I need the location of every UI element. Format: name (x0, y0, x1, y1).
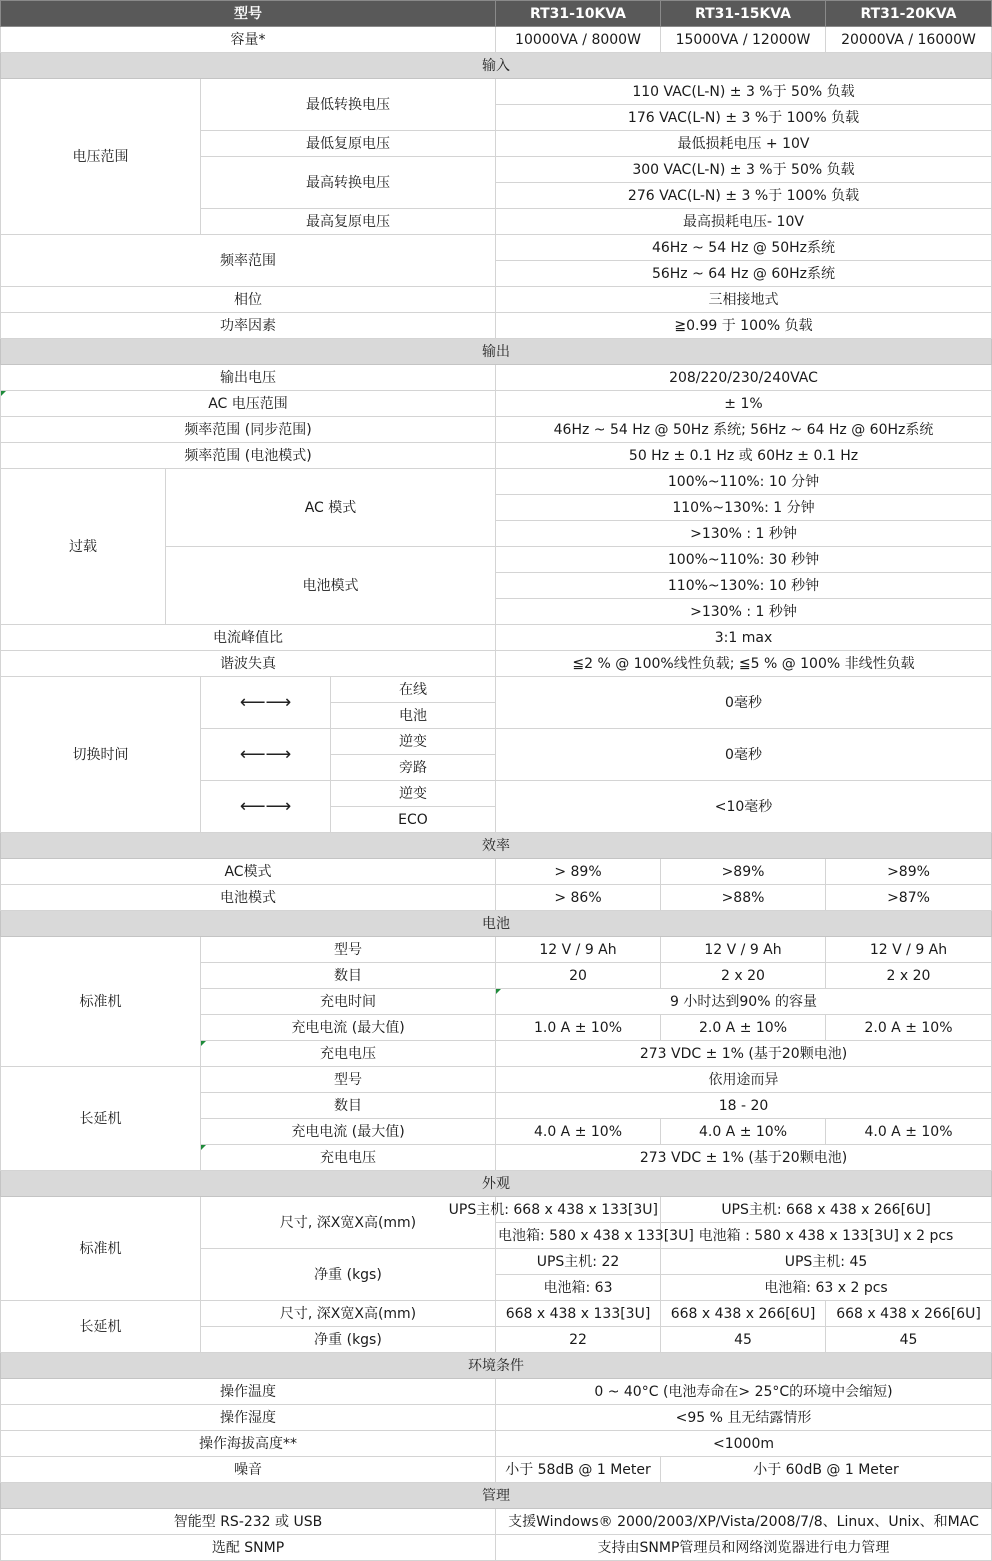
model-10kva-header: RT31-10KVA (496, 1, 661, 27)
double-arrow-icon: ⟵⟶ (201, 677, 331, 729)
high-transfer-100-value: 276 VAC(L-N) ± 3 %于 100% 负载 (496, 183, 992, 209)
net-weight-label: 净重 (kgs) (201, 1249, 496, 1301)
transfer-inverter-bypass-value: 0毫秒 (496, 729, 992, 781)
long-dimension-label: 尺寸, 深X宽X高(mm) (201, 1301, 496, 1327)
snmp-label: 选配 SNMP (1, 1535, 496, 1561)
battery-long-label: 长延机 (1, 1067, 201, 1171)
overload-label: 过载 (1, 469, 166, 625)
high-return-value: 最高损耗电压- 10V (496, 209, 992, 235)
transfer-online-battery-value: 0毫秒 (496, 677, 992, 729)
low-transfer-label: 最低转换电压 (201, 79, 496, 131)
weight-battery-10kva: 电池箱: 63 (496, 1275, 661, 1301)
section-row (1, 833, 992, 859)
battery-count-15kva: 2 x 20 (661, 963, 826, 989)
double-arrow-icon: ⟵⟶ (201, 729, 331, 781)
freq-50-value: 46Hz ~ 54 Hz @ 50Hz系统 (496, 235, 992, 261)
ac-regulation-label: AC 电压范围 (1, 391, 496, 417)
battery-type-10kva: 12 V / 9 Ah (496, 937, 661, 963)
table-row (1, 937, 992, 963)
low-transfer-50-value: 110 VAC(L-N) ± 3 %于 50% 负载 (496, 79, 992, 105)
dimension-label: 尺寸, 深X宽X高(mm) (201, 1197, 496, 1249)
charge-time-value: 9 小时达到90% 的容量 (496, 989, 992, 1015)
charge-time-label: 充电时间 (201, 989, 496, 1015)
op-temp-label: 操作温度 (1, 1379, 496, 1405)
table-row (1, 1405, 992, 1431)
section-row (1, 911, 992, 937)
eff-battery-mode-label: 电池模式 (1, 885, 496, 911)
overload-ac-mode-label: AC 模式 (166, 469, 496, 547)
freq-60-value: 56Hz ~ 64 Hz @ 60Hz系统 (496, 261, 992, 287)
mode-inverter-label: 逆变 (331, 781, 496, 807)
freq-battery-value: 50 Hz ± 0.1 Hz 或 60Hz ± 0.1 Hz (496, 443, 992, 469)
battery-section-title: 电池 (1, 911, 992, 937)
long-weight-10kva: 22 (496, 1327, 661, 1353)
eff-ac-mode-label: AC模式 (1, 859, 496, 885)
ac-regulation-value: ± 1% (496, 391, 992, 417)
table-row (1, 469, 992, 495)
model-20kva-header: RT31-20KVA (826, 1, 992, 27)
long-dim-10kva: 668 x 438 x 133[3U] (496, 1301, 661, 1327)
long-battery-type-value: 依用途而异 (496, 1067, 992, 1093)
overload-battery-1: 100%~110%: 30 秒钟 (496, 547, 992, 573)
physical-standard-label: 标准机 (1, 1197, 201, 1301)
high-return-label: 最高复原电压 (201, 209, 496, 235)
high-transfer-label: 最高转换电压 (201, 157, 496, 209)
dim-ups-10kva: UPS主机: 668 x 438 x 133[3U] (496, 1197, 661, 1223)
voltage-range-label: 电压范围 (1, 79, 201, 235)
freq-range-label: 频率范围 (1, 235, 496, 287)
charge-voltage-value: 273 VDC ± 1% (基于20颗电池) (496, 1041, 992, 1067)
table-row (1, 1197, 992, 1223)
transfer-inverter-eco-value: <10毫秒 (496, 781, 992, 833)
weight-battery-15-20kva: 电池箱: 63 x 2 pcs (661, 1275, 992, 1301)
long-charge-current-20kva: 4.0 A ± 10% (826, 1119, 992, 1145)
high-transfer-50-value: 300 VAC(L-N) ± 3 %于 50% 负载 (496, 157, 992, 183)
long-dim-20kva: 668 x 438 x 266[6U] (826, 1301, 992, 1327)
charge-voltage-label: 充电电压 (201, 1041, 496, 1067)
eff-ac-20kva: >89% (826, 859, 992, 885)
eff-battery-15kva: >88% (661, 885, 826, 911)
thd-label: 谐波失真 (1, 651, 496, 677)
battery-count-10kva: 20 (496, 963, 661, 989)
altitude-label: 操作海拔高度** (1, 1431, 496, 1457)
capacity-label: 容量* (1, 27, 496, 53)
low-transfer-100-value: 176 VAC(L-N) ± 3 %于 100% 负载 (496, 105, 992, 131)
dim-ups-15-20kva: UPS主机: 668 x 438 x 266[6U] (661, 1197, 992, 1223)
transfer-time-label: 切换时间 (1, 677, 201, 833)
battery-count-20kva: 2 x 20 (826, 963, 992, 989)
input-section-title: 输入 (1, 53, 992, 79)
double-arrow-icon: ⟵⟶ (201, 781, 331, 833)
mode-eco-label: ECO (331, 807, 496, 833)
overload-ac-1: 100%~110%: 10 分钟 (496, 469, 992, 495)
dim-battery-10kva: 电池箱: 580 x 438 x 133[3U] (496, 1223, 661, 1249)
mode-inverter-label: 逆变 (331, 729, 496, 755)
mode-online-label: 在线 (331, 677, 496, 703)
table-row (1, 1457, 992, 1483)
long-charge-current-15kva: 4.0 A ± 10% (661, 1119, 826, 1145)
section-row (1, 53, 992, 79)
crest-factor-value: 3:1 max (496, 625, 992, 651)
overload-battery-mode-label: 电池模式 (166, 547, 496, 625)
battery-count-label: 数目 (201, 963, 496, 989)
long-battery-count-label: 数目 (201, 1093, 496, 1119)
overload-ac-2: 110%~130%: 1 分钟 (496, 495, 992, 521)
efficiency-section-title: 效率 (1, 833, 992, 859)
header-row (1, 1, 992, 27)
battery-type-label: 型号 (201, 937, 496, 963)
eff-battery-20kva: >87% (826, 885, 992, 911)
noise-10kva: 小于 58dB @ 1 Meter (496, 1457, 661, 1483)
long-battery-count-value: 18 - 20 (496, 1093, 992, 1119)
smart-rs232-value: 支援Windows® 2000/2003/XP/Vista/2008/7/8、Linux、Unix、和MAC (496, 1509, 992, 1535)
capacity-row (1, 27, 992, 53)
table-row (1, 365, 992, 391)
table-row (1, 235, 992, 261)
noise-15-20kva: 小于 60dB @ 1 Meter (661, 1457, 992, 1483)
long-charge-voltage-label: 充电电压 (201, 1145, 496, 1171)
low-return-label: 最低复原电压 (201, 131, 496, 157)
output-section-title: 输出 (1, 339, 992, 365)
overload-battery-2: 110%~130%: 10 秒钟 (496, 573, 992, 599)
section-row (1, 1353, 992, 1379)
output-voltage-value: 208/220/230/240VAC (496, 365, 992, 391)
long-battery-type-label: 型号 (201, 1067, 496, 1093)
dim-battery-15-20kva: 电池箱 : 580 x 438 x 133[3U] x 2 pcs (661, 1223, 992, 1249)
weight-ups-15-20kva: UPS主机: 45 (661, 1249, 992, 1275)
capacity-20kva: 20000VA / 16000W (826, 27, 992, 53)
model-header: 型号 (1, 1, 496, 27)
op-humidity-value: <95 % 且无结露情形 (496, 1405, 992, 1431)
phase-value: 三相接地式 (496, 287, 992, 313)
section-row (1, 1171, 992, 1197)
battery-type-20kva: 12 V / 9 Ah (826, 937, 992, 963)
management-section-title: 管理 (1, 1483, 992, 1509)
table-row (1, 391, 992, 417)
table-row (1, 625, 992, 651)
table-row (1, 79, 992, 105)
freq-battery-label: 频率范围 (电池模式) (1, 443, 496, 469)
table-row (1, 1509, 992, 1535)
long-dim-15kva: 668 x 438 x 266[6U] (661, 1301, 826, 1327)
mode-battery-label: 电池 (331, 703, 496, 729)
freq-sync-label: 频率范围 (同步范围) (1, 417, 496, 443)
long-weight-20kva: 45 (826, 1327, 992, 1353)
weight-ups-10kva: UPS主机: 22 (496, 1249, 661, 1275)
overload-ac-3: >130% : 1 秒钟 (496, 521, 992, 547)
section-row (1, 339, 992, 365)
table-row (1, 1535, 992, 1561)
long-charge-current-label: 充电电流 (最大值) (201, 1119, 496, 1145)
eff-ac-10kva: > 89% (496, 859, 661, 885)
charge-current-10kva: 1.0 A ± 10% (496, 1015, 661, 1041)
table-row (1, 313, 992, 339)
table-row (1, 1067, 992, 1093)
altitude-value: <1000m (496, 1431, 992, 1457)
eff-battery-10kva: > 86% (496, 885, 661, 911)
charge-current-15kva: 2.0 A ± 10% (661, 1015, 826, 1041)
model-15kva-header: RT31-15KVA (661, 1, 826, 27)
physical-section-title: 外观 (1, 1171, 992, 1197)
table-row (1, 1431, 992, 1457)
smart-rs232-label: 智能型 RS-232 或 USB (1, 1509, 496, 1535)
table-row (1, 417, 992, 443)
overload-battery-3: >130% : 1 秒钟 (496, 599, 992, 625)
crest-factor-label: 电流峰值比 (1, 625, 496, 651)
eff-ac-15kva: >89% (661, 859, 826, 885)
table-row (1, 1379, 992, 1405)
table-row (1, 287, 992, 313)
section-row (1, 1483, 992, 1509)
physical-long-label: 长延机 (1, 1301, 201, 1353)
table-row (1, 443, 992, 469)
freq-sync-value: 46Hz ~ 54 Hz @ 50Hz 系统; 56Hz ~ 64 Hz @ 60Hz系统 (496, 417, 992, 443)
snmp-value: 支持由SNMP管理员和网络浏览器进行电力管理 (496, 1535, 992, 1561)
charge-current-20kva: 2.0 A ± 10% (826, 1015, 992, 1041)
output-voltage-label: 输出电压 (1, 365, 496, 391)
long-charge-current-10kva: 4.0 A ± 10% (496, 1119, 661, 1145)
table-row (1, 677, 992, 703)
environment-section-title: 环境条件 (1, 1353, 992, 1379)
long-weight-15kva: 45 (661, 1327, 826, 1353)
battery-type-15kva: 12 V / 9 Ah (661, 937, 826, 963)
battery-standard-label: 标准机 (1, 937, 201, 1067)
noise-label: 噪音 (1, 1457, 496, 1483)
capacity-10kva: 10000VA / 8000W (496, 27, 661, 53)
phase-label: 相位 (1, 287, 496, 313)
table-row (1, 859, 992, 885)
table-row (1, 885, 992, 911)
charge-current-label: 充电电流 (最大值) (201, 1015, 496, 1041)
power-factor-label: 功率因素 (1, 313, 496, 339)
op-temp-value: 0 ~ 40°C (电池寿命在> 25°C的环境中会缩短) (496, 1379, 992, 1405)
long-weight-label: 净重 (kgs) (201, 1327, 496, 1353)
power-factor-value: ≧0.99 于 100% 负载 (496, 313, 992, 339)
table-row (1, 1301, 992, 1327)
long-charge-voltage-value: 273 VDC ± 1% (基于20颗电池) (496, 1145, 992, 1171)
capacity-15kva: 15000VA / 12000W (661, 27, 826, 53)
low-return-value: 最低损耗电压 + 10V (496, 131, 992, 157)
op-humidity-label: 操作湿度 (1, 1405, 496, 1431)
mode-bypass-label: 旁路 (331, 755, 496, 781)
thd-value: ≦2 % @ 100%线性负载; ≦5 % @ 100% 非线性负载 (496, 651, 992, 677)
table-row (1, 651, 992, 677)
